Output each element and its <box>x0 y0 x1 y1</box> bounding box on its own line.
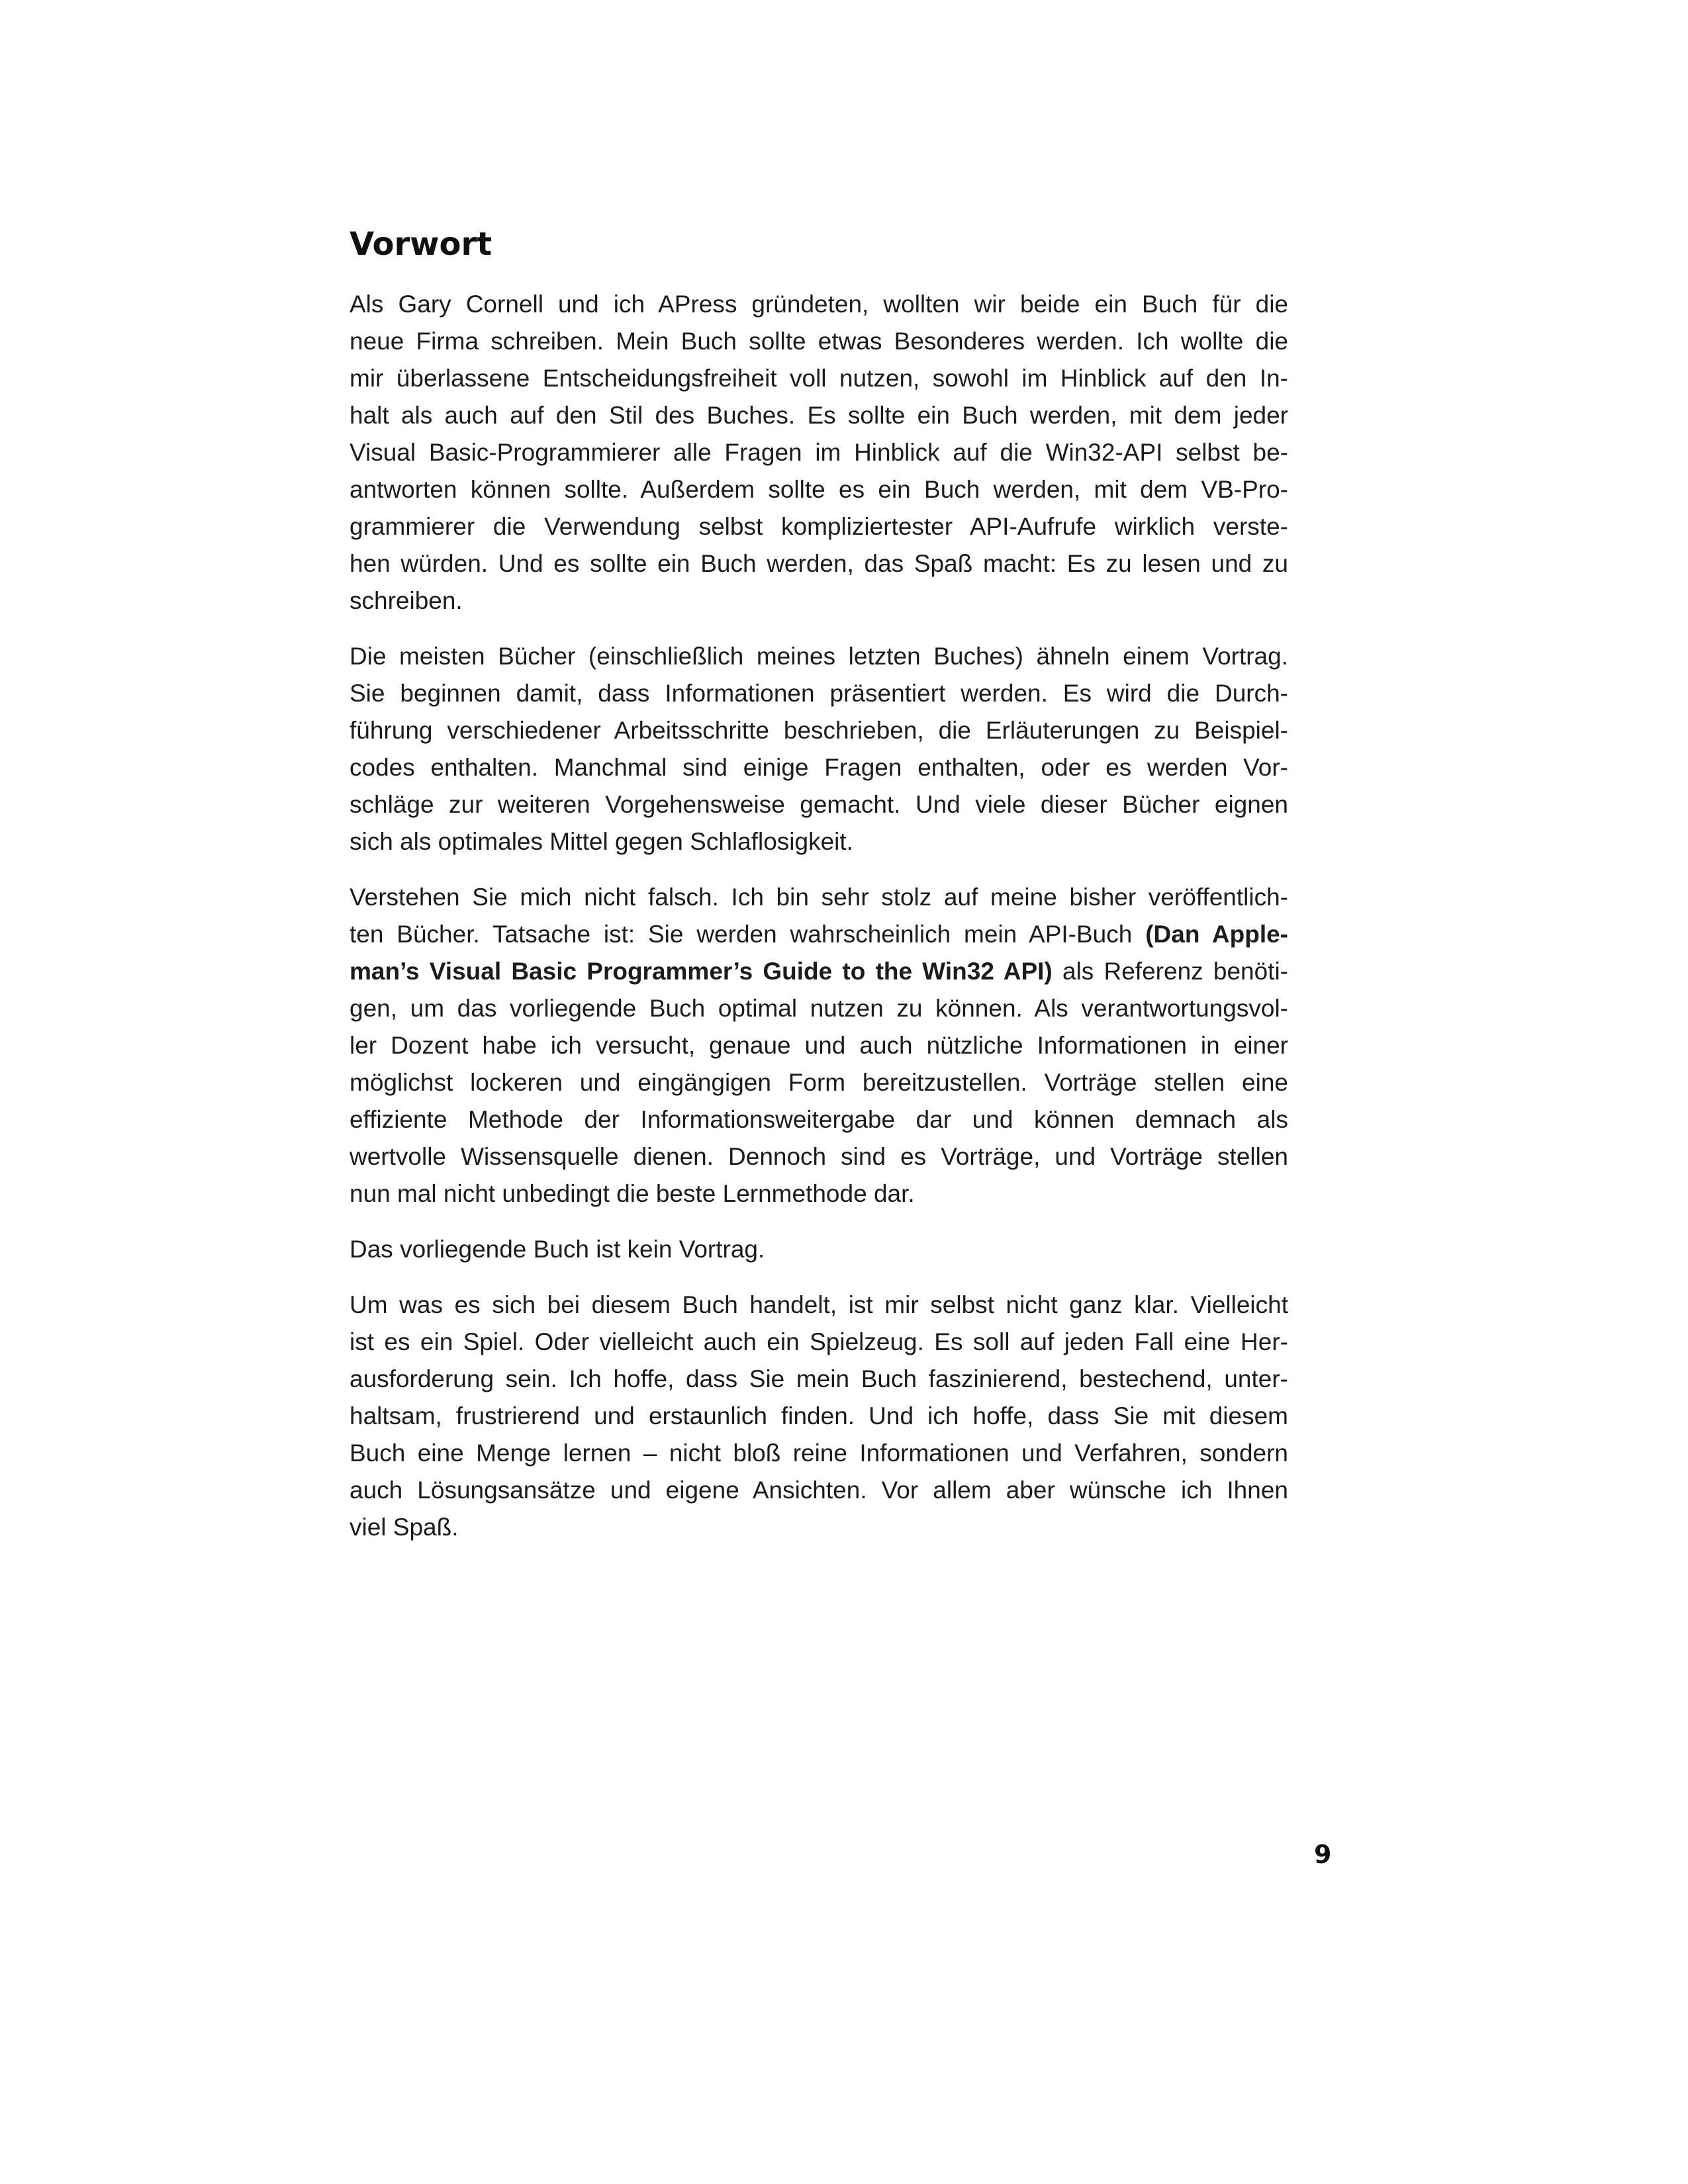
text-line <box>350 953 1288 990</box>
text-line: ist es ein Spiel. Oder vielleicht auch ein Spielzeug. Es soll auf jeden Fall eine Her- <box>350 1328 1288 1355</box>
text-line: haltsam, frustrierend und erstaunlich finden. Und ich hoffe, dass Sie mit diesem <box>350 1402 1288 1430</box>
book-title-reference: (Dan Apple- <box>1145 921 1288 948</box>
page-number: 9 <box>1314 1840 1332 1869</box>
paragraph-1 <box>350 286 1288 619</box>
text-line: wertvolle Wissensquelle dienen. Dennoch sind es Vorträge, und Vorträge stellen <box>350 1143 1288 1170</box>
text-line: ler Dozent habe ich versucht, genaue und auch nützliche Informationen in einer <box>350 1032 1288 1059</box>
text-line: auch Lösungsansätze und eigene Ansichten. Vor allem aber wünsche ich Ihnen <box>350 1477 1288 1504</box>
text-line: Verstehen Sie mich nicht falsch. Ich bin sehr stolz auf meine bisher veröffentlich- <box>350 884 1288 911</box>
paragraph-3 <box>350 879 1288 1212</box>
text-line: ausforderung sein. Ich hoffe, dass Sie mein Buch faszinierend, bestechend, unter- <box>350 1365 1288 1392</box>
text-segment: ten Bücher. Tatsache ist: Sie werden wahrscheinlich mein API-Buch <box>350 921 1146 948</box>
body-text <box>350 286 1288 1565</box>
text-line: hen würden. Und es sollte ein Buch werden, das Spaß macht: Es zu lesen und zu <box>350 550 1288 577</box>
text-line: codes enthalten. Manchmal sind einige Fragen enthalten, oder es werden Vor- <box>350 754 1288 781</box>
text-line: schläge zur weiteren Vorgehensweise gemacht. Und viele dieser Bücher eignen <box>350 791 1288 818</box>
text-line: Buch eine Menge lernen – nicht bloß reine Informationen und Verfahren, sondern <box>350 1439 1288 1467</box>
text-line: halt als auch auf den Stil des Buches. Es sollte ein Buch werden, mit dem jeder <box>350 402 1288 429</box>
text-line <box>350 916 1288 953</box>
text-line: führung verschiedener Arbeitsschritte beschrieben, die Erläuterungen zu Beispiel- <box>350 717 1288 744</box>
text-line: antworten können sollte. Außerdem sollte es ein Buch werden, mit dem VB-Pro- <box>350 476 1288 503</box>
text-line: Sie beginnen damit, dass Informationen präsentiert werden. Es wird die Durch- <box>350 680 1288 707</box>
text-line: gen, um das vorliegende Buch optimal nutzen zu können. Als verantwortungsvol- <box>350 995 1288 1022</box>
chapter-heading: Vorwort <box>350 226 492 263</box>
paragraph-2 <box>350 638 1288 860</box>
text-line: Als Gary Cornell und ich APress gründeten, wollten wir beide ein Buch für die <box>350 291 1288 318</box>
text-line: Um was es sich bei diesem Buch handelt, ist mir selbst nicht ganz klar. Vielleicht <box>350 1291 1288 1318</box>
text-line: nun mal nicht unbedingt die beste Lernmethode dar. <box>350 1180 915 1207</box>
text-line: schreiben. <box>350 587 463 614</box>
book-title-reference: man’s Visual Basic Programmer’s Guide to the Win32 API) <box>350 958 1053 985</box>
paragraph-4 <box>350 1231 1288 1268</box>
text-line: Die meisten Bücher (einschließlich meines letzten Buches) ähneln einem Vortrag. <box>350 643 1288 670</box>
text-line: Das vorliegende Buch ist kein Vortrag. <box>350 1236 765 1263</box>
text-line: neue Firma schreiben. Mein Buch sollte etwas Besonderes werden. Ich wollte die <box>350 328 1288 355</box>
text-segment: als Referenz benöti- <box>1052 958 1288 985</box>
text-line: möglichst lockeren und eingängigen Form bereitzustellen. Vorträge stellen eine <box>350 1069 1288 1096</box>
text-line: effiziente Methode der Informationsweitergabe dar und können demnach als <box>350 1106 1288 1133</box>
text-line: grammierer die Verwendung selbst kompliziertester API-Aufrufe wirklich verste- <box>350 513 1288 540</box>
text-line: sich als optimales Mittel gegen Schlaflosigkeit. <box>350 828 853 855</box>
paragraph-5 <box>350 1287 1288 1546</box>
text-line: viel Spaß. <box>350 1514 459 1541</box>
text-line: mir überlassene Entscheidungsfreiheit voll nutzen, sowohl im Hinblick auf den In- <box>350 365 1288 392</box>
text-line: Visual Basic-Programmierer alle Fragen im Hinblick auf die Win32-API selbst be- <box>350 439 1288 466</box>
